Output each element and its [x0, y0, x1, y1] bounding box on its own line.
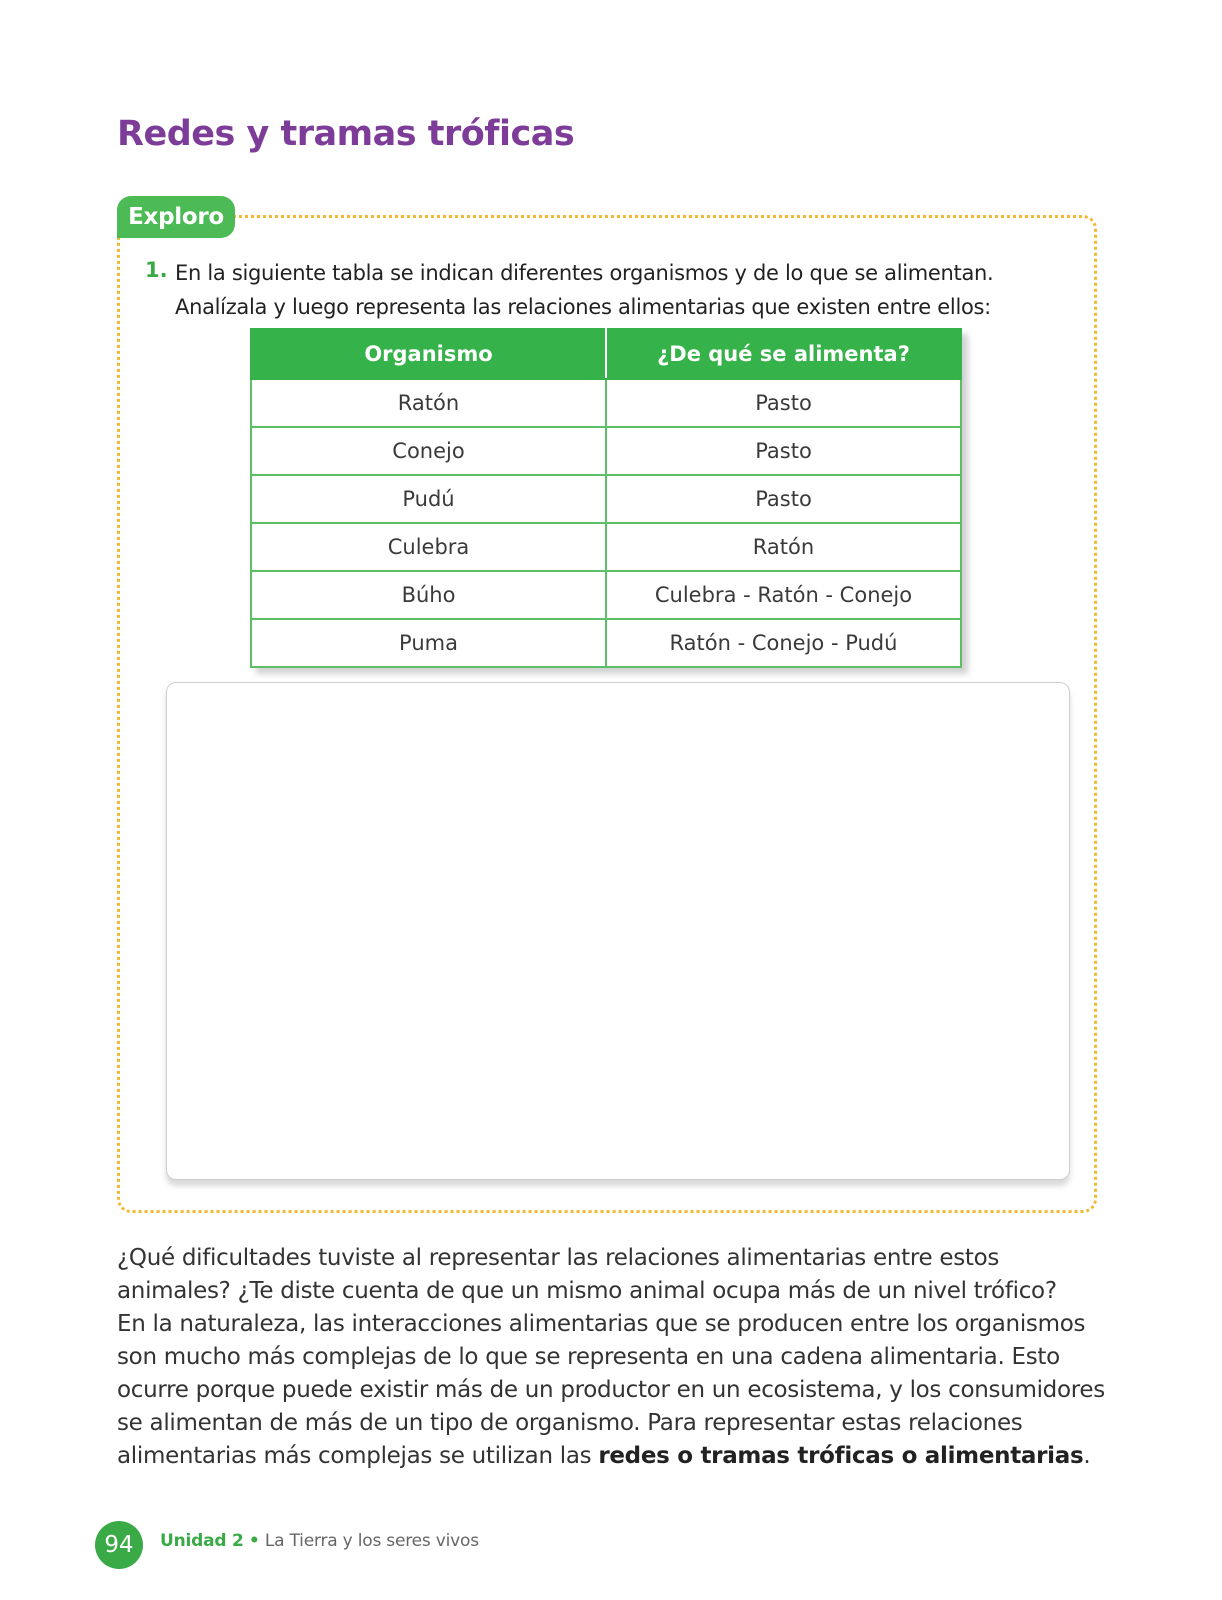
paragraph-questions: ¿Qué dificultades tuviste al representar las relaciones alimentarias entre estos animales? ¿Te diste cuenta de que un mismo animal ocupa más de un nivel trófico?	[117, 1245, 1057, 1304]
organism-cell: Ratón	[251, 379, 606, 427]
drawing-answer-area[interactable]	[166, 682, 1070, 1180]
organism-cell: Búho	[251, 571, 606, 619]
explanation-text	[117, 1242, 1117, 1473]
organism-cell: Conejo	[251, 427, 606, 475]
paragraph-end: .	[1083, 1443, 1091, 1469]
organism-cell: Pudú	[251, 475, 606, 523]
table-row	[251, 427, 961, 475]
footer-separator: •	[248, 1531, 260, 1551]
question-line-2: Analízala y luego representa las relaciones alimentarias que existen entre ellos:	[175, 295, 991, 319]
table-row	[251, 475, 961, 523]
table-row	[251, 619, 961, 667]
table-header-row	[251, 329, 961, 379]
header-diet: ¿De qué se alimenta?	[606, 329, 961, 379]
question-text	[175, 256, 1055, 324]
footer-unit: Unidad 2	[160, 1531, 244, 1551]
organism-cell: Puma	[251, 619, 606, 667]
diet-cell: Ratón - Conejo - Pudú	[606, 619, 961, 667]
organism-diet-table	[250, 328, 962, 668]
header-organismo: Organismo	[251, 329, 606, 379]
table-row	[251, 379, 961, 427]
diet-cell: Pasto	[606, 475, 961, 523]
table-row	[251, 571, 961, 619]
paragraph-explanation-text: En la naturaleza, las interacciones alimentarias que se producen entre los organismos son mucho más complejas de lo que se representa en una cadena alimentaria. Esto ocurre porque puede existir más de un productor en un ecosistema, y los consumidores se alimentan de más de un tipo de organismo. Para representar estas relaciones alimentarias más complejas se utilizan las	[117, 1311, 1105, 1469]
footer-unit-info	[160, 1531, 479, 1551]
exploro-section-tab: Exploro	[117, 196, 235, 238]
footer-unit-title: La Tierra y los seres vivos	[264, 1531, 479, 1551]
diet-cell: Pasto	[606, 427, 961, 475]
diet-cell: Ratón	[606, 523, 961, 571]
question-line-1: En la siguiente tabla se indican diferentes organismos y de lo que se alimentan.	[175, 261, 994, 285]
question-number: 1.	[145, 258, 168, 282]
diet-cell: Pasto	[606, 379, 961, 427]
table-row	[251, 523, 961, 571]
page-number-badge: 94	[95, 1521, 143, 1569]
key-term: redes o tramas tróficas o alimentarias	[598, 1443, 1084, 1469]
diet-cell: Culebra - Ratón - Conejo	[606, 571, 961, 619]
organism-cell: Culebra	[251, 523, 606, 571]
page-title: Redes y tramas tróficas	[117, 114, 575, 154]
paragraph-explanation	[117, 1308, 1117, 1473]
